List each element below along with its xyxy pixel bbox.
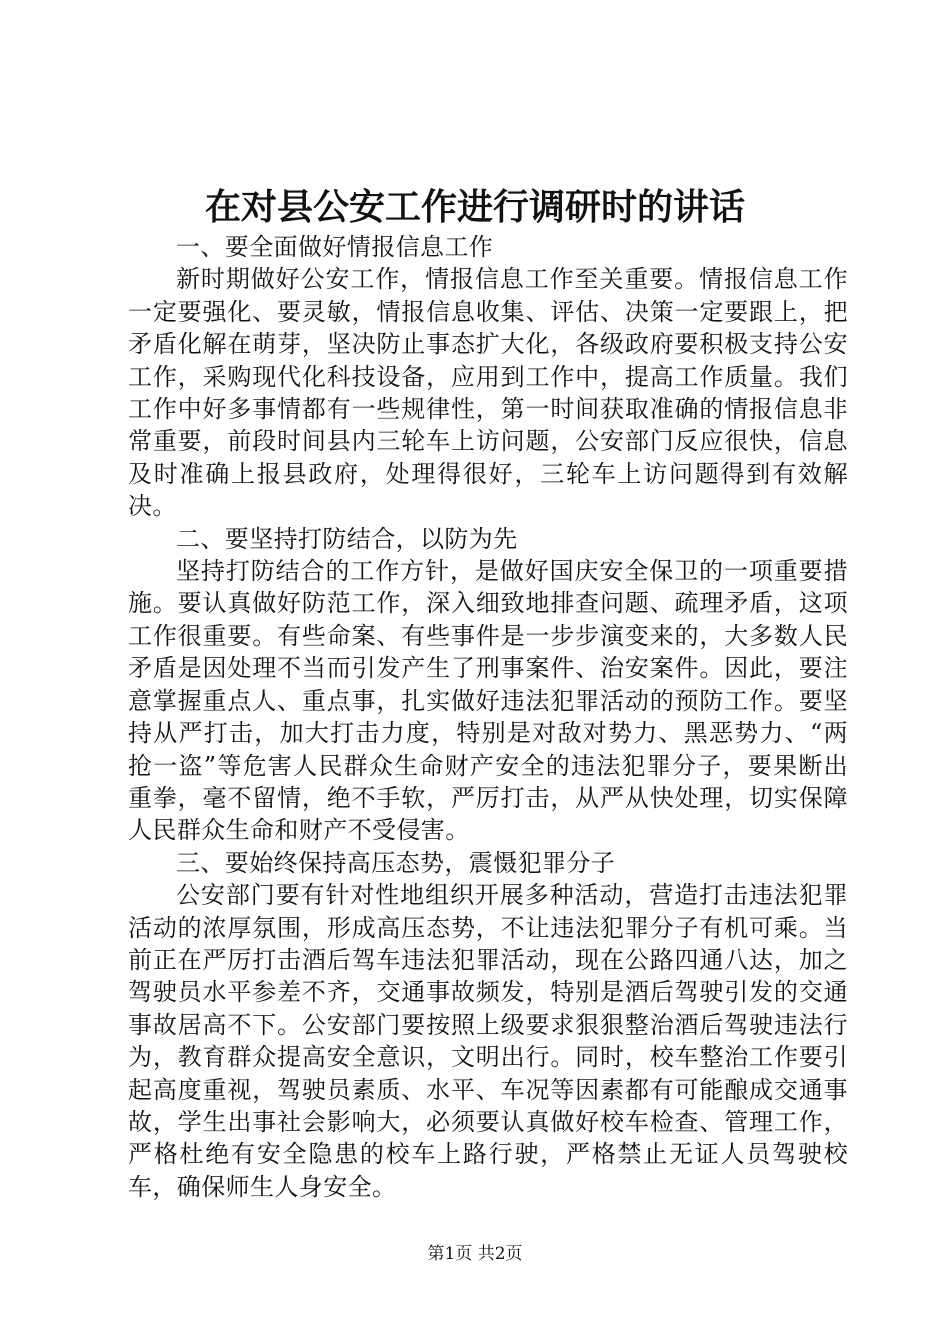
document-body [128,231,848,1203]
paragraph-1: 新时期做好公安工作，情报信息工作至关重要。情报信息工作一定要强化、要灵敏，情报信息收集、评估、决策一定要跟上，把矛盾化解在萌芽，坚决防止事态扩大化，各级政府要积极支持公安工作，采购现代化科技设备，应用到工作中，提高工作质量。我们工作中好多事情都有一些规律性，第一时间获取准确的情报信息非常重要，前段时间县内三轮车上访问题，公安部门反应很快，信息及时准确上报县政府，处理得很好，三轮车上访问题得到有效解决。 [128,265,848,521]
paragraph-3: 公安部门要有针对性地组织开展多种活动，营造打击违法犯罪活动的浓厚氛围，形成高压态势，不让违法犯罪分子有机可乘。当前正在严厉打击酒后驾车违法犯罪活动，现在公路四通八达，加之驾驶员水平参差不齐，交通事故频发，特别是酒后驾驶引发的交通事故居高不下。公安部门要按照上级要求狠狠整治酒后驾驶违法行为，教育群众提高安全意识，文明出行。同时，校车整治工作要引起高度重视，驾驶员素质、水平、车况等因素都有可能酿成交通事故，学生出事社会影响大，必须要认真做好校车检查、管理工作，严格杜绝有安全隐患的校车上路行驶，严格禁止无证人员驾驶校车，确保师生人身安全。 [128,881,848,1201]
paragraph-2: 坚持打防结合的工作方针，是做好国庆安全保卫的一项重要措施。要认真做好防范工作，深入细致地排查问题、疏理矛盾，这项工作很重要。有些命案、有些事件是一步步演变来的，大多数人民矛盾是因处理不当而引发产生了刑事案件、治安案件。因此，要注意掌握重点人、重点事，扎实做好违法犯罪活动的预防工作。要坚持从严打击，加大打击力度，特别是对敌对势力、黑恶势力、“两抢一盗”等危害人民群众生命财产安全的违法犯罪分子，要果断出重拳，毫不留情，绝不手软，严厉打击，从严从快处理，切实保障人民群众生命和财产不受侵害。 [128,557,848,845]
section-heading-2: 二、要坚持打防结合，以防为先 [176,524,518,553]
page-number: 第1页 共2页 [427,1244,523,1264]
document-title: 在对县公安工作进行调研时的讲话 [204,186,745,228]
section-heading-3: 三、要始终保持高压态势，震慑犯罪分子 [176,848,616,877]
section-heading-1: 一、要全面做好情报信息工作 [176,233,494,261]
